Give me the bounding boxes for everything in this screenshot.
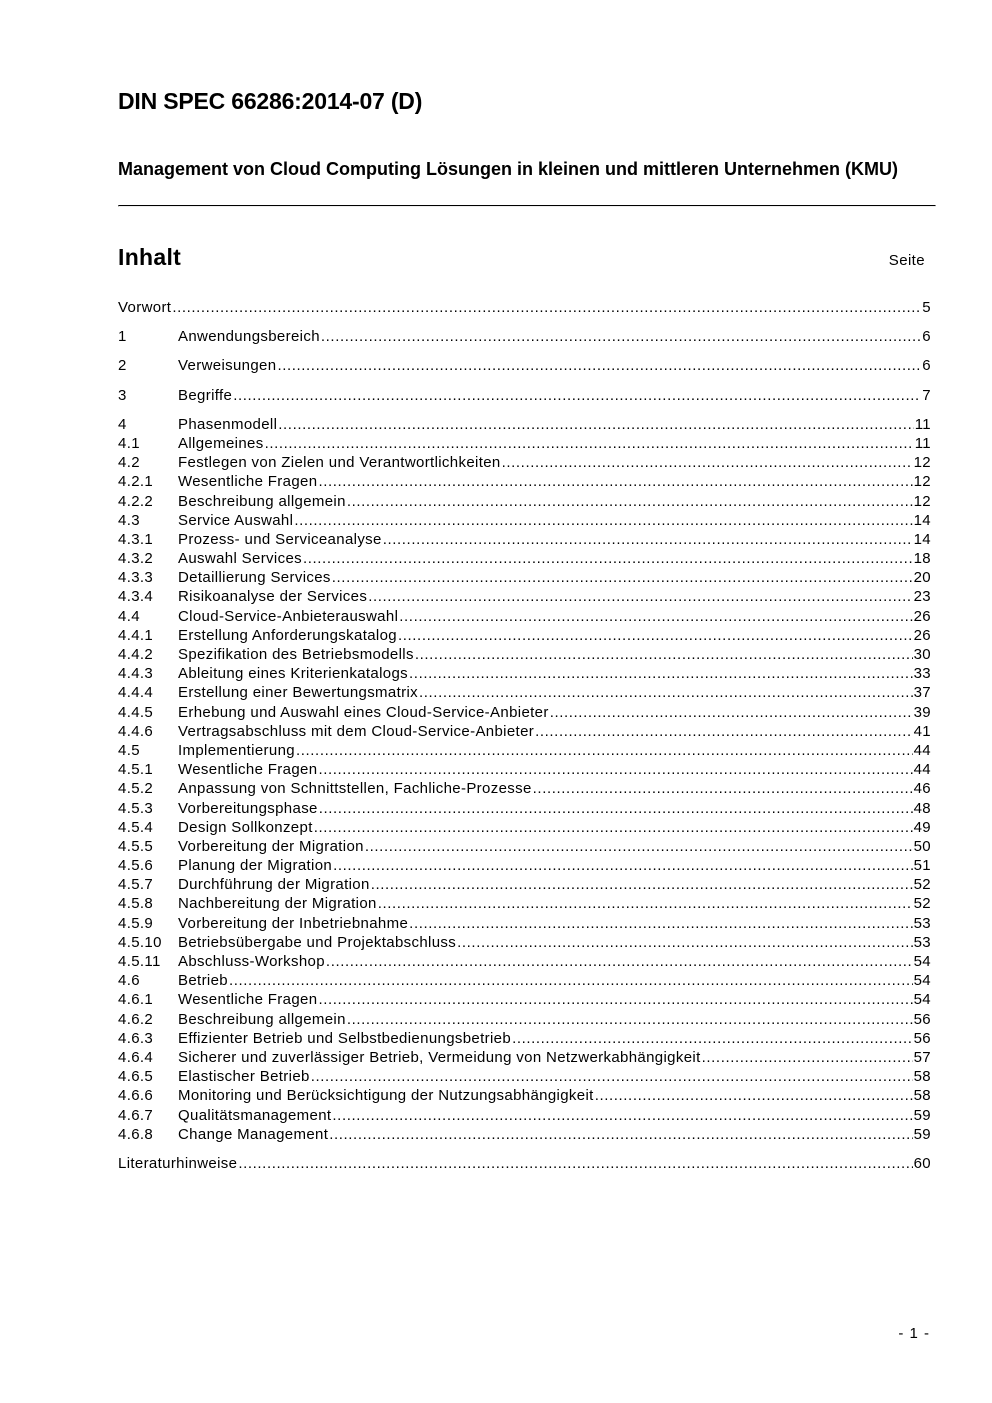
title-divider	[118, 205, 936, 207]
toc-entry-title: Beschreibung allgemein	[178, 1010, 346, 1028]
toc-leader-dots	[318, 472, 912, 491]
toc-entry-number: 4.3	[118, 511, 140, 529]
toc-entry-page: 53	[913, 933, 931, 951]
toc-entry-number: 4.5.3	[118, 799, 154, 817]
toc-entry-title: Vorbereitung der Inbetriebnahme	[178, 914, 409, 932]
toc-entry-number: 4.4.1	[118, 626, 154, 644]
toc-entry[interactable]	[118, 818, 931, 837]
toc-entry-title: Nachbereitung der Migration	[178, 895, 377, 913]
toc-entry-number: 4	[118, 415, 127, 433]
toc-entry-page: 44	[913, 741, 931, 759]
toc-entry-page: 58	[913, 1087, 931, 1105]
toc-entry-title: Auswahl Services	[178, 550, 302, 568]
toc-entry-page: 14	[913, 511, 931, 529]
toc-entry-number: 1	[118, 328, 127, 346]
toc-entry-number: 4.6.1	[118, 991, 154, 1009]
toc-leader-dots	[333, 856, 913, 875]
toc-entry-page: 56	[913, 1029, 931, 1047]
toc-entry-title: Detaillierung Services	[178, 569, 331, 587]
toc-leader-dots	[398, 626, 913, 645]
toc-entry-title: Qualitätsmanagement	[178, 1106, 332, 1124]
toc-entry-number: 4.5.1	[118, 761, 154, 779]
toc-entry-number: 4.4.3	[118, 665, 154, 683]
toc-entry-number: 4.5.7	[118, 876, 154, 894]
toc-entry-number: 4.3.3	[118, 569, 154, 587]
toc-entry-title: Vorwort	[118, 299, 172, 316]
toc-entry-title: Wesentliche Fragen	[178, 761, 318, 779]
toc-entry-number: 4.6.2	[118, 1010, 154, 1028]
toc-entry[interactable]	[118, 1086, 931, 1105]
toc-entry[interactable]	[118, 894, 931, 913]
toc-entry-number: 4.1	[118, 434, 140, 452]
toc-entry-page: 12	[913, 492, 931, 510]
toc-entry-title: Durchführung der Migration	[178, 876, 370, 894]
toc-leader-dots	[294, 511, 912, 530]
toc-leader-dots	[314, 818, 913, 837]
toc-leader-dots	[371, 875, 913, 894]
toc-leader-dots	[238, 1154, 912, 1173]
toc-entry-number: 4.3.2	[118, 550, 154, 568]
toc-entry-page: 6	[922, 357, 931, 375]
toc-entry[interactable]	[118, 298, 931, 317]
toc-entry-page: 26	[913, 626, 931, 644]
toc-entry-title: Erhebung und Auswahl eines Cloud-Service-Anbieter	[178, 703, 549, 721]
toc-entry[interactable]	[118, 799, 931, 818]
toc-entry-title: Verweisungen	[178, 357, 277, 375]
toc-entry[interactable]	[118, 530, 931, 549]
toc-entry-number: 4.4.2	[118, 646, 154, 663]
toc-entry-title: Betriebsübergabe und Projektabschluss	[178, 933, 457, 951]
toc-entry-title: Prozess- und Serviceanalyse	[178, 530, 382, 548]
toc-leader-dots	[409, 914, 912, 933]
document-title: DIN SPEC 66286:2014-07 (D)	[118, 88, 423, 114]
toc-leader-dots	[535, 722, 913, 741]
toc-entry[interactable]	[118, 664, 931, 683]
toc-entry-number: 4.5.6	[118, 857, 154, 875]
toc-leader-dots	[457, 933, 912, 952]
toc-leader-dots	[347, 492, 913, 511]
toc-entry-page: 7	[922, 386, 931, 404]
toc-entry-page: 56	[913, 1010, 931, 1028]
toc-entry-page: 48	[913, 799, 931, 817]
toc-entry-page: 58	[913, 1068, 931, 1086]
toc-entry-number: 4.6.5	[118, 1068, 154, 1086]
toc-entry[interactable]	[118, 1125, 931, 1144]
toc-entry[interactable]	[118, 327, 931, 346]
toc-entry-title: Erstellung Anforderungskatalog	[178, 626, 397, 644]
toc-leader-dots	[303, 549, 913, 568]
toc-leader-dots	[409, 664, 913, 683]
toc-entry-number: 4.5.2	[118, 780, 154, 798]
toc-entry-number: 4.6	[118, 972, 140, 990]
toc-entry-title: Risikoanalyse der Services	[178, 588, 368, 606]
toc-entry-page: 5	[922, 299, 931, 316]
toc-entry-page: 51	[913, 857, 931, 875]
toc-entry-number: 4.4.6	[118, 722, 154, 740]
toc-entry-number: 4.5.5	[118, 837, 154, 855]
toc-entry[interactable]	[118, 779, 931, 798]
toc-entry[interactable]	[118, 626, 931, 645]
toc-entry[interactable]	[118, 587, 931, 606]
toc-entry-page: 53	[913, 914, 931, 932]
toc-page-label: Seite	[888, 252, 925, 269]
toc-entry-page: 52	[913, 876, 931, 894]
toc-leader-dots	[229, 971, 913, 990]
toc-entry[interactable]	[118, 837, 931, 856]
toc-entry-page: 39	[913, 703, 931, 721]
toc-entry-title: Erstellung einer Bewertungsmatrix	[178, 684, 418, 702]
toc-leader-dots	[296, 741, 913, 760]
toc-leader-dots	[347, 1010, 913, 1029]
toc-entry-number: 4.2.1	[118, 473, 154, 491]
toc-entry-page: 26	[913, 607, 931, 625]
toc-entry-page: 6	[922, 328, 931, 346]
toc-entry-page: 14	[913, 530, 931, 548]
toc-entry[interactable]	[118, 492, 931, 511]
toc-entry-page: 54	[913, 972, 931, 990]
toc-entry-title: Elastischer Betrieb	[178, 1068, 310, 1086]
toc-entry-title: Spezifikation des Betriebsmodells	[178, 646, 414, 663]
toc-entry-page: 12	[913, 473, 931, 491]
toc-leader-dots	[595, 1086, 913, 1105]
toc-entry-title: Design Sollkonzept	[178, 818, 313, 836]
toc-entry-page: 46	[913, 780, 931, 798]
toc-entry-title: Ableitung eines Kriterienkatalogs	[178, 665, 409, 683]
toc-entry[interactable]	[118, 952, 931, 971]
toc-entry-page: 11	[914, 434, 931, 452]
toc-entry[interactable]	[118, 722, 931, 741]
toc-entry-title: Literaturhinweise	[118, 1154, 238, 1172]
toc-entry-number: 4.3.1	[118, 530, 154, 548]
toc-entry-page: 12	[913, 454, 931, 472]
toc-entry-number: 4.6.6	[118, 1087, 154, 1105]
toc-entry[interactable]	[118, 703, 931, 722]
toc-leader-dots	[419, 683, 913, 702]
toc-entry-number: 4.5.10	[118, 933, 162, 951]
toc-entry-number: 4.5.4	[118, 818, 154, 836]
toc-entry-title: Service Auswahl	[178, 511, 294, 529]
table-of-contents	[118, 298, 931, 1173]
toc-entry-title: Sicherer und zuverlässiger Betrieb, Vermeidung von Netzwerkabhängigkeit	[178, 1048, 701, 1066]
toc-entry-number: 4.6.4	[118, 1048, 154, 1066]
toc-leader-dots	[502, 453, 913, 472]
toc-leader-dots	[278, 415, 913, 434]
toc-entry-number: 4.5.9	[118, 914, 154, 932]
toc-entry[interactable]	[118, 415, 931, 434]
toc-leader-dots	[550, 703, 913, 722]
toc-entry-title: Vertragsabschluss mit dem Cloud-Service-Anbieter	[178, 722, 535, 740]
toc-entry[interactable]	[118, 971, 931, 990]
toc-entry[interactable]	[118, 875, 931, 894]
toc-leader-dots	[368, 587, 912, 606]
toc-entry-number: 4.2.2	[118, 492, 154, 510]
toc-entry[interactable]	[118, 760, 931, 779]
toc-entry-page: 54	[913, 953, 931, 970]
toc-entry-page: 18	[913, 550, 931, 568]
toc-leader-dots	[233, 386, 921, 405]
toc-entry-title: Abschluss-Workshop	[178, 953, 325, 970]
toc-leader-dots	[702, 1048, 913, 1067]
toc-entry-title: Phasenmodell	[178, 415, 278, 433]
toc-entry-page: 52	[913, 895, 931, 913]
toc-entry-number: 4.5	[118, 741, 140, 759]
toc-entry-number: 4.6.7	[118, 1106, 154, 1124]
toc-entry-page: 49	[913, 818, 931, 836]
toc-entry-title: Cloud-Service-Anbieterauswahl	[178, 607, 399, 625]
toc-entry-page: 30	[913, 646, 931, 663]
toc-entry-number: 4.6.3	[118, 1029, 154, 1047]
toc-entry[interactable]	[118, 607, 931, 626]
toc-entry-number: 4.5.8	[118, 895, 154, 913]
toc-entry[interactable]	[118, 1048, 931, 1067]
toc-entry-number: 4.4	[118, 607, 140, 625]
toc-entry-number: 3	[118, 386, 127, 404]
toc-entry-number: 4.3.4	[118, 588, 154, 606]
toc-entry-title: Wesentliche Fragen	[178, 473, 318, 491]
toc-entry-title: Anpassung von Schnittstellen, Fachliche-Prozesse	[178, 780, 532, 798]
toc-entry-title: Change Management	[178, 1125, 329, 1143]
toc-entry-title: Beschreibung allgemein	[178, 492, 346, 510]
toc-entry-page: 23	[913, 588, 931, 606]
toc-entry[interactable]	[118, 453, 931, 472]
toc-entry-page: 57	[913, 1048, 931, 1066]
toc-entry-title: Allgemeines	[178, 434, 264, 452]
toc-entry-page: 37	[913, 684, 931, 702]
toc-entry-page: 44	[913, 761, 931, 779]
toc-entry-page: 50	[913, 837, 931, 855]
toc-entry-number: 4.4.4	[118, 684, 154, 702]
toc-entry[interactable]	[118, 1154, 931, 1173]
toc-entry-title: Implementierung	[178, 741, 295, 759]
toc-entry-page: 60	[913, 1154, 931, 1172]
toc-leader-dots	[311, 1067, 913, 1086]
toc-leader-dots	[365, 837, 913, 856]
toc-entry-title: Anwendungsbereich	[178, 328, 320, 346]
toc-entry-page: 54	[913, 991, 931, 1009]
toc-leader-dots	[383, 530, 913, 549]
toc-entry-page: 11	[914, 415, 931, 433]
toc-entry[interactable]	[118, 568, 931, 587]
toc-entry-title: Betrieb	[178, 972, 228, 990]
toc-leader-dots	[321, 327, 921, 346]
toc-entry[interactable]	[118, 914, 931, 933]
toc-entry[interactable]	[118, 741, 931, 760]
toc-entry-title: Vorbereitungsphase	[178, 799, 318, 817]
toc-entry[interactable]	[118, 1106, 931, 1125]
toc-entry-title: Wesentliche Fragen	[178, 991, 318, 1009]
toc-entry-page: 41	[913, 722, 931, 740]
toc-entry[interactable]	[118, 990, 931, 1009]
toc-entry-title: Festlegen von Zielen und Verantwortlichkeiten	[178, 454, 501, 472]
toc-leader-dots	[332, 1106, 912, 1125]
toc-entry-number: 4.6.8	[118, 1125, 154, 1143]
toc-leader-dots	[399, 607, 912, 626]
toc-leader-dots	[265, 434, 914, 453]
toc-entry[interactable]	[118, 511, 931, 530]
toc-entry-title: Planung der Migration	[178, 857, 333, 875]
toc-entry-number: 4.4.5	[118, 703, 154, 721]
toc-entry-number: 4.5.11	[118, 953, 161, 970]
toc-entry-title: Monitoring und Berücksichtigung der Nutzungsabhängigkeit	[178, 1087, 594, 1105]
toc-leader-dots	[415, 645, 913, 664]
toc-entry[interactable]	[118, 434, 931, 453]
page-number: - 1 -	[898, 1325, 930, 1342]
toc-entry-title: Effizienter Betrieb und Selbstbedienungsbetrieb	[178, 1029, 512, 1047]
toc-leader-dots	[318, 990, 912, 1009]
toc-leader-dots	[329, 1125, 912, 1144]
toc-entry-title: Begriffe	[178, 386, 233, 404]
toc-leader-dots	[277, 356, 921, 375]
toc-entry[interactable]	[118, 386, 931, 405]
toc-leader-dots	[378, 894, 913, 913]
toc-entry[interactable]	[118, 645, 931, 664]
toc-entry[interactable]	[118, 1067, 931, 1086]
toc-leader-dots	[533, 779, 913, 798]
toc-leader-dots	[319, 799, 913, 818]
toc-entry-page: 59	[913, 1125, 931, 1143]
toc-leader-dots	[512, 1029, 913, 1048]
toc-entry[interactable]	[118, 933, 931, 952]
toc-leader-dots	[318, 760, 912, 779]
toc-leader-dots	[332, 568, 913, 587]
toc-entry-page: 20	[913, 569, 931, 587]
toc-leader-dots	[172, 298, 921, 317]
document-subtitle: Management von Cloud Computing Lösungen in kleinen und mittleren Unternehmen (KMU)	[118, 159, 899, 179]
toc-entry[interactable]	[118, 472, 931, 491]
toc-entry[interactable]	[118, 1029, 931, 1048]
toc-entry[interactable]	[118, 1010, 931, 1029]
toc-entry[interactable]	[118, 856, 931, 875]
toc-entry-page: 59	[913, 1106, 931, 1124]
toc-entry[interactable]	[118, 549, 931, 568]
toc-entry-page: 33	[913, 665, 931, 683]
toc-entry[interactable]	[118, 683, 931, 702]
toc-entry[interactable]	[118, 356, 931, 375]
toc-entry-number: 2	[118, 357, 127, 375]
toc-entry-title: Vorbereitung der Migration	[178, 837, 364, 855]
toc-heading: Inhalt	[118, 244, 182, 270]
toc-entry-number: 4.2	[118, 454, 140, 472]
toc-leader-dots	[326, 952, 913, 971]
